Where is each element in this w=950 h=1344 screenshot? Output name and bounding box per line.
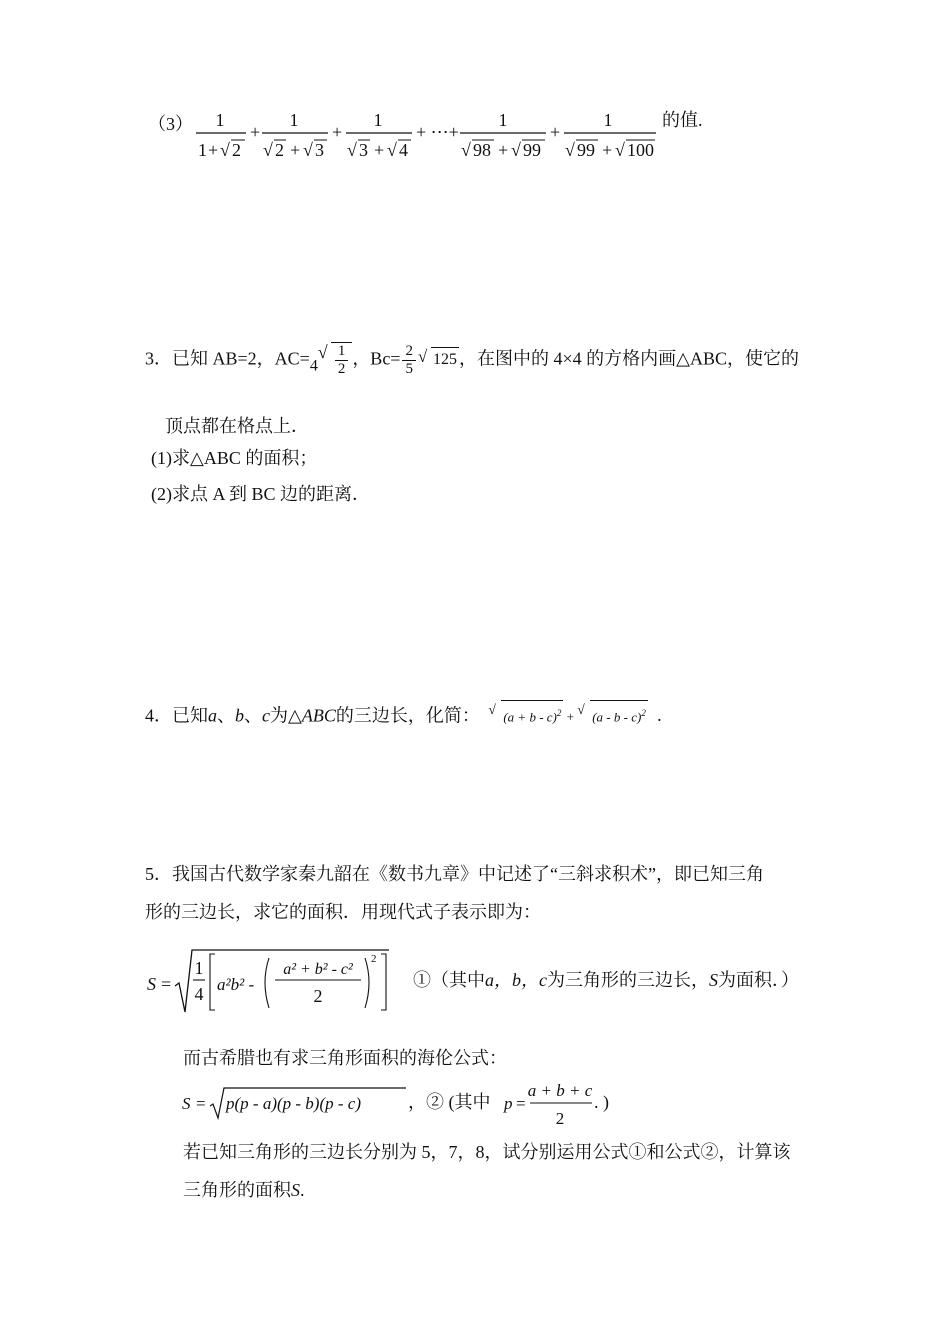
- f2-eq: =: [196, 1094, 206, 1113]
- q4-sq2: 2: [641, 708, 646, 718]
- q3-ac-coef: 4: [309, 357, 318, 375]
- q5-line1: 5．我国古代数学家秦九韶在《数书九章》中记述了“三斜求积术”，即已知三角: [145, 864, 764, 884]
- q4-expr1: (a + b - c): [503, 709, 557, 725]
- svg-text:√: √: [263, 140, 273, 160]
- q3-part1: (1)求△ABC 的面积；: [151, 448, 318, 468]
- q3-text-a: 3．已知 AB=2，AC=: [145, 348, 310, 369]
- q4-plus: +: [566, 709, 574, 725]
- term1-den-b: 2: [232, 140, 241, 160]
- term2-num: 1: [289, 110, 299, 130]
- q4-expression: [488, 709, 651, 724]
- q5-line2: 形的三边长，求它的面积．用现代式子表示即为：: [145, 902, 541, 922]
- f2-pnum: a + b + c: [527, 1081, 593, 1100]
- q2-part3-tail: 的值.: [662, 110, 703, 130]
- q4-sq1: 2: [556, 708, 562, 718]
- plus-3: +: [550, 122, 561, 142]
- f1-S: S: [147, 974, 156, 994]
- term2-den-b: 3: [315, 140, 324, 160]
- f1-quarter-num: 1: [194, 958, 204, 978]
- term4-den-a: 98: [473, 140, 491, 160]
- f2-p: p: [504, 1094, 513, 1113]
- f1-note-a: ①（其中: [413, 970, 485, 990]
- q3-text-c: ，在图中的 4×4 的方格内画△ABC，使它的: [458, 348, 799, 369]
- term1-den-rad-sign: √: [220, 140, 230, 160]
- svg-text:√: √: [565, 140, 575, 160]
- term5-den-op: +: [602, 140, 613, 160]
- svg-text:√: √: [511, 140, 521, 160]
- q5-heron-intro: 而古希腊也有求三角形面积的海伦公式：: [183, 1048, 507, 1068]
- svg-text:√: √: [387, 140, 397, 160]
- svg-text:√: √: [461, 140, 471, 160]
- q5-last-line2: [183, 1178, 305, 1202]
- f1-eq: =: [161, 974, 172, 994]
- q3-bc-fraction: [402, 343, 416, 378]
- q5-formula-2-svg: [180, 1078, 412, 1130]
- q4-radical-1: [489, 700, 563, 729]
- term1-den-op: +: [208, 140, 219, 160]
- q4-var-c: c: [262, 705, 270, 726]
- term1-den-a: 1: [198, 140, 207, 160]
- term5-den-a: 99: [577, 140, 595, 160]
- plus-2: +: [332, 122, 343, 142]
- question-4: [145, 700, 662, 729]
- q5-last-line2-b: .: [300, 1180, 305, 1200]
- term2-den-op: +: [290, 140, 301, 160]
- q3-bc-radical: [419, 347, 459, 372]
- q4-suffix: 的三边长，化简：: [335, 705, 480, 726]
- q3-ac-fraction: [335, 343, 349, 378]
- q5-last-line2-a: 三角形的面积: [183, 1180, 291, 1200]
- q3-line2: 顶点都在格点上．: [165, 416, 309, 436]
- q4-radical-2: [578, 700, 648, 729]
- f1-quarter-den: 4: [194, 984, 204, 1004]
- q3-text-b: ，Bc=: [352, 348, 401, 369]
- q3-bc-den: 5: [405, 360, 413, 377]
- question-3: [145, 334, 825, 514]
- q5-formula-1-svg: [145, 946, 405, 1020]
- term2-den-a: 2: [275, 140, 284, 160]
- term4-den-op: +: [498, 140, 509, 160]
- q4-var-b: b: [235, 705, 244, 726]
- q4-var-a: a: [208, 705, 217, 726]
- term4-num: 1: [498, 110, 508, 130]
- f1-inner-num: a² + b² - c²: [283, 961, 353, 978]
- f1-note: [413, 968, 799, 992]
- term3-den-b: 4: [399, 140, 408, 160]
- q4-mid: 为△: [270, 705, 302, 726]
- q2-part3-label: （3）: [148, 114, 193, 134]
- term3-den-op: +: [374, 140, 385, 160]
- q5-last-line1: 若已知三角形的三边长分别为 5，7，8，试分别运用公式①和公式②，计算该: [183, 1142, 791, 1162]
- q3-bc-num: 2: [402, 343, 416, 361]
- f2-S: S: [182, 1094, 191, 1113]
- q4-prefix: 4．已知: [145, 705, 208, 726]
- svg-text:√: √: [347, 140, 357, 160]
- f1-vars: a，b，c: [485, 970, 547, 990]
- f1-inner-den: 2: [313, 986, 323, 1006]
- f1-note-c: 为面积．）: [718, 970, 799, 990]
- term3-num: 1: [373, 110, 383, 130]
- q2-part3: [148, 104, 848, 164]
- svg-text:√: √: [303, 140, 313, 160]
- f2-note-a: ，② (其中: [408, 1092, 491, 1112]
- f1-note-b: 为三角形的三边长，: [547, 970, 709, 990]
- f2-peq: =: [516, 1094, 526, 1113]
- q3-bc-rad: 125: [431, 347, 459, 372]
- q3-line1: [145, 342, 799, 378]
- term5-den-b: 100: [627, 140, 654, 160]
- term3-den-a: 3: [359, 140, 368, 160]
- q3-ac-radical: [319, 342, 353, 378]
- q4-abc: ABC: [301, 705, 336, 726]
- q3-ac-num: √ 1: [335, 343, 349, 361]
- svg-text:√: √: [615, 140, 625, 160]
- q4-end: .: [657, 705, 662, 726]
- q3-part2: (2)求点 A 到 BC 边的距离．: [151, 484, 371, 504]
- q4-sep1: 、: [217, 705, 235, 726]
- f2-note-b: . ): [594, 1092, 609, 1112]
- plus-1: +: [250, 122, 261, 142]
- q5-formula-1: [145, 946, 845, 1020]
- term1-num: 1: [215, 110, 225, 130]
- f2-rad: p(p - a)(p - b)(p - c): [226, 1094, 361, 1113]
- q5-last-line2-S: S: [291, 1180, 300, 1200]
- q5-formula-2: [180, 1078, 840, 1130]
- f1-note-S: S: [709, 970, 718, 990]
- term4-den-b: 99: [523, 140, 541, 160]
- f1-ab: a²b² -: [217, 975, 255, 994]
- f1-outer-sq: 2: [371, 953, 377, 965]
- ellipsis: + ⋯+: [416, 122, 459, 142]
- f2-pden: 2: [555, 1109, 565, 1128]
- q4-sep2: 、: [244, 705, 262, 726]
- q4-expr2: (a - b - c): [592, 709, 642, 725]
- term5-num: 1: [603, 110, 613, 130]
- q3-ac-den: 2: [337, 361, 346, 377]
- q2-part3-expression: [190, 104, 710, 164]
